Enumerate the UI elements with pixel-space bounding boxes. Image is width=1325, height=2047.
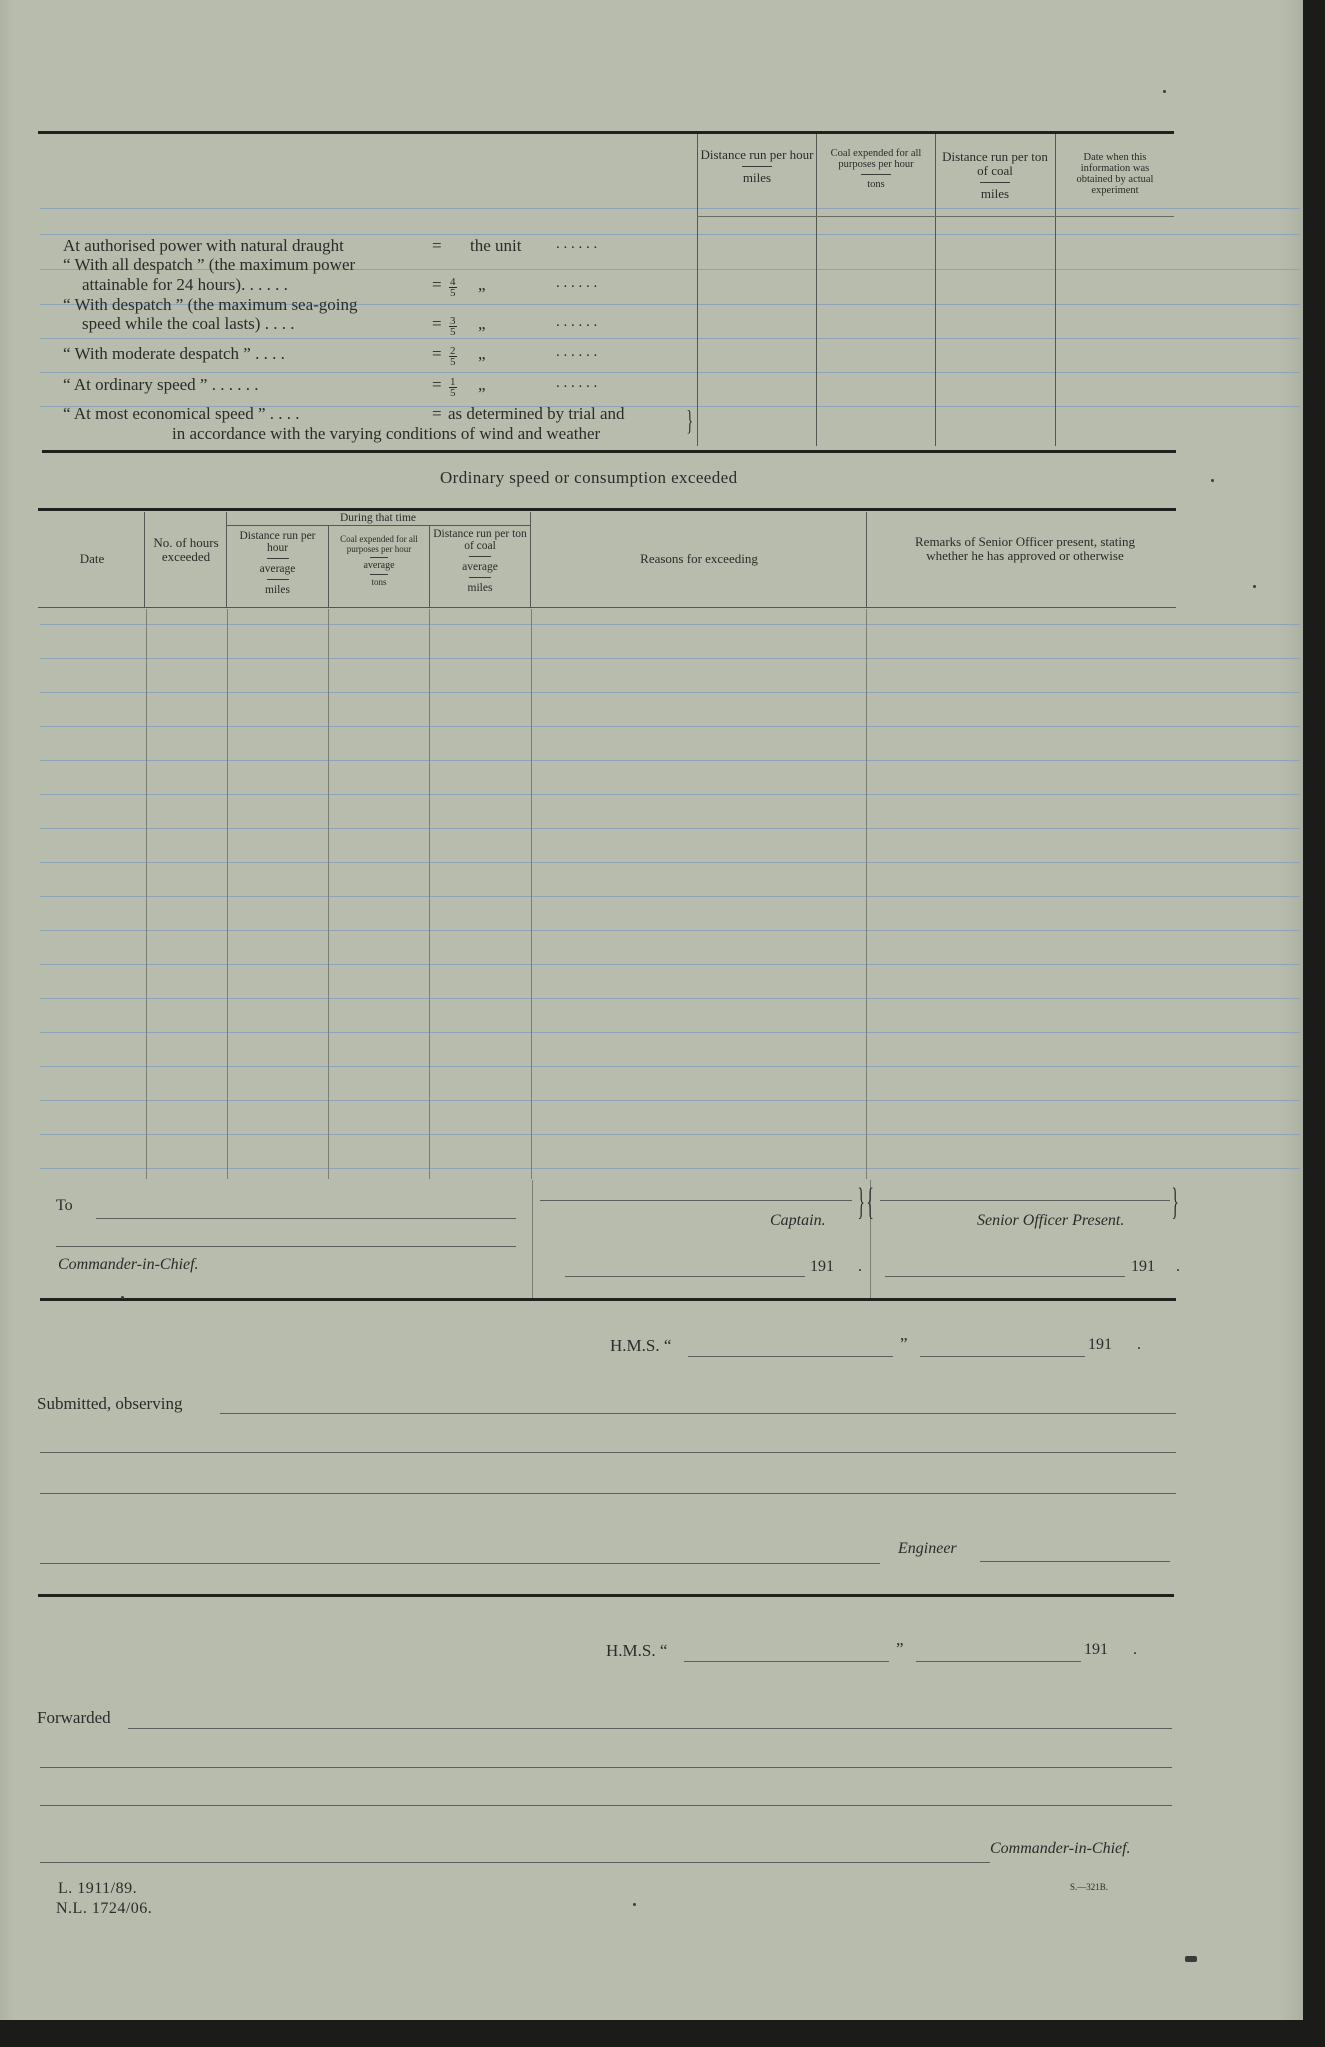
header-title: Distance run per ton of coal xyxy=(942,149,1048,178)
col-reasons: Reasons for exceeding xyxy=(640,551,758,566)
row-leader: . . . . . . xyxy=(556,275,598,291)
frac-den: 5 xyxy=(450,387,456,399)
signature-divider xyxy=(532,1180,533,1300)
row-fraction xyxy=(449,346,457,367)
exceeded-table-top-rule xyxy=(38,508,1176,511)
frac-den: 5 xyxy=(450,356,456,368)
to-label: To xyxy=(56,1197,73,1214)
engineer-signature-line xyxy=(980,1561,1170,1562)
brace-icon: } xyxy=(857,1181,865,1223)
row-label: “ With moderate despatch ” . . . . xyxy=(63,344,285,363)
paper-speck xyxy=(1163,90,1166,93)
col-distance-per-ton xyxy=(431,528,529,594)
top-table-divider xyxy=(697,134,698,446)
submitted-line xyxy=(40,1563,880,1564)
row-equals: = xyxy=(432,236,442,255)
col-dash xyxy=(267,558,289,559)
col-unit: tons xyxy=(371,576,387,587)
col-divider xyxy=(429,525,430,607)
row-label: “ At ordinary speed ” . . . . . . xyxy=(63,375,259,394)
col-title: Coal expended for all purposes per hour xyxy=(340,534,418,554)
col-divider xyxy=(144,512,145,607)
paper-speck xyxy=(1211,479,1214,482)
col-divider xyxy=(227,609,228,1179)
section-title: Ordinary speed or consumption exceeded xyxy=(440,468,738,487)
header-unit: tons xyxy=(867,179,885,190)
date-line xyxy=(920,1356,1085,1357)
col-divider xyxy=(146,609,147,1179)
year-period: . xyxy=(1137,1336,1141,1353)
header-title: Date when this information was obtained by actual experiment xyxy=(1076,152,1154,196)
reference-number: N.L. 1724/06. xyxy=(56,1900,153,1917)
forwarded-line xyxy=(128,1728,1172,1729)
frac-den: 5 xyxy=(450,287,456,299)
frac-num: 4 xyxy=(450,276,456,288)
row-label: “ With despatch ” (the maximum sea-going xyxy=(63,295,358,314)
brace-icon: } xyxy=(1171,1181,1179,1223)
paper-speck xyxy=(121,1296,124,1299)
brace-icon: } xyxy=(686,406,694,437)
row-ditto: „ xyxy=(478,275,486,294)
col-divider xyxy=(866,512,867,607)
close-quote: ” xyxy=(896,1639,904,1658)
header-dash xyxy=(742,166,772,167)
row-equals: = xyxy=(432,404,442,423)
forwarded-line xyxy=(40,1767,1172,1768)
col-divider xyxy=(429,609,430,1179)
header-dash xyxy=(861,174,891,175)
year-period: . xyxy=(858,1258,862,1275)
hms-label: H.M.S. “ xyxy=(610,1336,672,1355)
row-label: “ With all despatch ” (the maximum power xyxy=(63,255,356,274)
year-period: . xyxy=(1133,1641,1137,1658)
col-dash xyxy=(370,574,388,575)
row-leader: . . . . . . xyxy=(556,344,598,360)
col-divider xyxy=(866,609,867,1179)
col-date: Date xyxy=(79,551,105,566)
col-divider xyxy=(328,609,329,1179)
ship-name-line xyxy=(688,1356,893,1357)
col-unit: miles xyxy=(265,584,290,596)
forwarded-label: Forwarded xyxy=(37,1708,111,1727)
group-header: During that time xyxy=(339,512,416,524)
header-distance-per-hour xyxy=(700,148,814,185)
date-line xyxy=(916,1661,1081,1662)
paper-speck xyxy=(1185,1956,1197,1962)
captain-label: Captain. xyxy=(770,1212,826,1229)
col-dash xyxy=(469,556,491,557)
row-equals: = xyxy=(432,275,442,294)
col-dash xyxy=(370,557,388,558)
col-divider xyxy=(226,512,227,607)
year-label: 191 xyxy=(1088,1336,1112,1353)
top-table-divider xyxy=(1055,134,1056,446)
frac-num: 3 xyxy=(450,315,456,327)
col-dash xyxy=(267,579,289,580)
header-dash xyxy=(980,182,1010,183)
row-equals: = xyxy=(432,314,442,333)
officer-date-line xyxy=(885,1276,1125,1277)
row-leader: . . . . . . xyxy=(556,375,598,391)
col-divider xyxy=(531,609,532,1179)
submitted-line xyxy=(40,1493,1176,1494)
header-distance-per-ton xyxy=(938,150,1052,201)
col-coal-per-hour xyxy=(332,535,426,587)
senior-officer-label: Senior Officer Present. xyxy=(977,1212,1125,1229)
row-fraction xyxy=(449,377,457,398)
top-table-header-rule xyxy=(697,216,1174,217)
exceeded-table-header-rule xyxy=(38,607,1176,608)
row-value: as determined by trial and xyxy=(448,404,625,423)
year-label: 191 xyxy=(1131,1258,1155,1275)
top-table-divider xyxy=(935,134,936,446)
submitted-line xyxy=(40,1452,1176,1453)
close-quote: ” xyxy=(900,1334,908,1353)
top-table-divider xyxy=(816,134,817,446)
brace-icon: { xyxy=(866,1181,874,1223)
signature-bottom-rule xyxy=(40,1298,1176,1301)
reference-number: L. 1911/89. xyxy=(58,1880,138,1897)
row-fraction xyxy=(449,316,457,337)
top-table-rule xyxy=(38,131,1174,134)
col-sub: average xyxy=(363,560,395,571)
frac-num: 1 xyxy=(450,376,456,388)
forwarded-line xyxy=(40,1805,1172,1806)
ship-name-line xyxy=(684,1661,889,1662)
col-divider xyxy=(328,525,329,607)
to-line xyxy=(96,1218,516,1219)
col-sub: average xyxy=(462,561,498,573)
col-title: Distance run per ton of coal xyxy=(433,528,527,552)
row-label-cont: in accordance with the varying conditions of wind and weather xyxy=(172,424,601,443)
forwarded-line xyxy=(40,1862,990,1863)
row-label: At authorised power with natural draught xyxy=(63,236,344,255)
header-unit: miles xyxy=(742,170,772,185)
hms-label: H.M.S. “ xyxy=(606,1641,668,1660)
row-label: “ At most economical speed ” . . . . xyxy=(63,404,300,423)
submitted-label: Submitted, observing xyxy=(37,1394,183,1413)
row-label-cont: attainable for 24 hours). . . . . . xyxy=(82,275,288,294)
commander-label: Commander-in-Chief. xyxy=(58,1256,199,1273)
top-table-bottom-rule xyxy=(42,450,1176,453)
row-label-cont: speed while the coal lasts) . . . . xyxy=(82,314,295,333)
col-hours: No. of hours exceeded xyxy=(153,535,219,564)
year-period: . xyxy=(1176,1258,1180,1275)
col-distance-per-hour xyxy=(229,530,326,596)
row-ditto: „ xyxy=(478,344,486,363)
header-unit: miles xyxy=(980,186,1010,201)
row-equals: = xyxy=(432,375,442,394)
row-value: the unit xyxy=(470,236,522,255)
header-title: Coal expended for all purposes per hour xyxy=(830,148,922,170)
group-header-rule xyxy=(226,525,530,526)
row-ditto: „ xyxy=(478,375,486,394)
header-coal-per-hour xyxy=(822,148,930,190)
col-title: Distance run per hour xyxy=(239,530,316,554)
col-dash xyxy=(469,577,491,578)
officer-signature-line xyxy=(880,1200,1170,1201)
year-label: 191 xyxy=(1084,1641,1108,1658)
year-label: 191 xyxy=(810,1258,834,1275)
frac-den: 5 xyxy=(450,326,456,338)
col-remarks: Remarks of Senior Officer present, stating whether he has approved or otherwise xyxy=(915,534,1135,563)
col-divider xyxy=(530,512,531,607)
col-unit: miles xyxy=(467,582,493,594)
row-equals: = xyxy=(432,344,442,363)
engineer-label: Engineer xyxy=(898,1540,957,1557)
row-fraction xyxy=(449,277,457,298)
submission-bottom-rule xyxy=(38,1594,1174,1597)
frac-num: 2 xyxy=(450,345,456,357)
paper-speck xyxy=(633,1903,636,1906)
to-line-2 xyxy=(56,1246,516,1247)
commander-label: Commander-in-Chief. xyxy=(990,1840,1131,1857)
submitted-line xyxy=(220,1413,1176,1414)
row-leader: . . . . . . xyxy=(556,236,598,252)
row-leader: . . . . . . xyxy=(556,314,598,330)
row-ditto: „ xyxy=(478,314,486,333)
header-date-experiment xyxy=(1062,152,1168,196)
paper-speck xyxy=(1253,585,1256,588)
header-title: Distance run per hour xyxy=(700,147,814,162)
col-sub: average xyxy=(259,563,296,575)
form-number: S.—321B. xyxy=(1070,1882,1109,1892)
captain-date-line xyxy=(565,1276,805,1277)
captain-signature-line xyxy=(540,1200,852,1201)
